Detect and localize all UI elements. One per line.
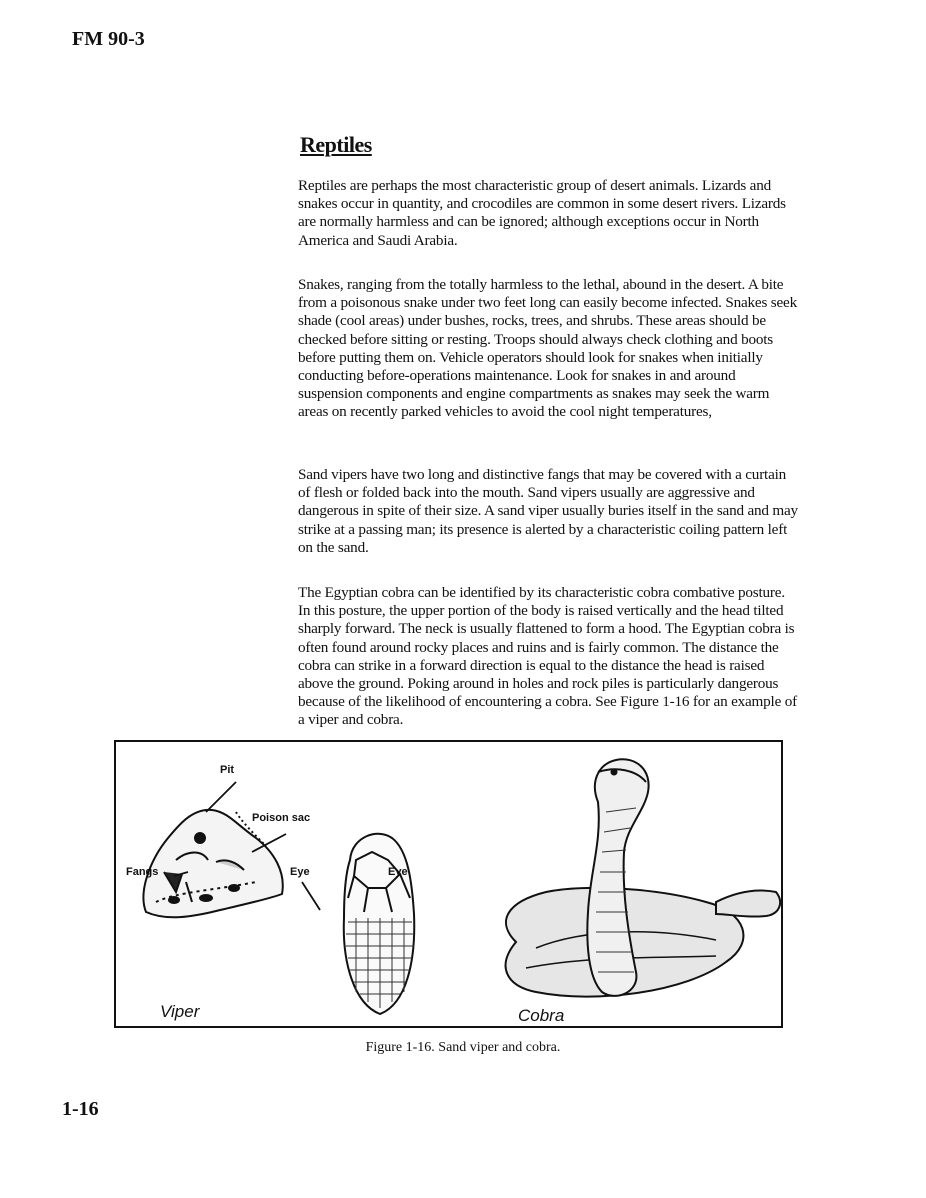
viper-side-head-drawing: [143, 810, 282, 917]
section-title: Reptiles: [300, 132, 372, 157]
document-id: FM 90-3: [72, 28, 145, 50]
figure-caption: Figure 1-16. Sand viper and cobra.: [365, 1040, 561, 1055]
label-pit: Pit: [220, 764, 235, 776]
label-eye-right: Eye: [388, 866, 408, 878]
label-poison-sac: Poison sac: [252, 812, 311, 824]
figure-illustration: [116, 742, 783, 1028]
label-fangs: Fangs: [126, 866, 159, 878]
cobra-drawing: [506, 759, 780, 996]
label-cobra: Cobra: [518, 1006, 565, 1025]
label-viper: Viper: [160, 1002, 200, 1021]
paragraph-snakes: Snakes, ranging from the totally harmless to the lethal, abound in the desert. A bite from a poisonous snake under two feet long can easily become infected. Snakes seek shade (cool areas) under bushes, rocks, trees, and shrubs. These areas should be checked before sitting or resting. Troops should always check clothing and boots before putting them on. Vehicle operators should look for snakes when initially conducting before-operations maintenance. Look for snakes in and around suspension components and engine compartments as snakes may seek the warm areas on recently parked vehicles to avoid the cool night temperatures,: [298, 276, 797, 421]
paragraph-sand-vipers: Sand vipers have two long and distinctive fangs that may be covered with a curtain of flesh or folded back into the mouth. Sand vipers usually are aggressive and dangerous in spite of their size. A sand viper usually buries itself in the sand and may strike at a passing man; its presence is alerted by a characteristic coiling pattern left on the sand.: [298, 466, 798, 556]
paragraph-egyptian-cobra: The Egyptian cobra can be identified by its characteristic cobra combative posture. In this posture, the upper portion of the body is raised vertically and the head tilted sharply forward. The neck is usually flattened to form a hood. The Egyptian cobra is often found around rocky places and ruins and is fairly common. The distance the cobra can strike in a forward direction is equal to the distance the head is raised above the ground. Poking around in holes and rock piles is particularly dangerous because of the likelihood of encountering a cobra. See Figure 1-16 for an example of a viper and cobra.: [298, 584, 797, 729]
viper-top-head-drawing: [344, 834, 414, 1014]
label-eye-left: Eye: [290, 866, 310, 878]
figure-viper-cobra: [114, 740, 783, 1028]
page-number: 1-16: [62, 1098, 99, 1120]
paragraph-reptiles-intro: Reptiles are perhaps the most characteristic group of desert animals. Lizards and snakes occur in quantity, and crocodiles are common in some desert rivers. Lizards are normally harmless and can be ignored; although exceptions occur in North America and Saudi Arabia.: [298, 177, 786, 249]
